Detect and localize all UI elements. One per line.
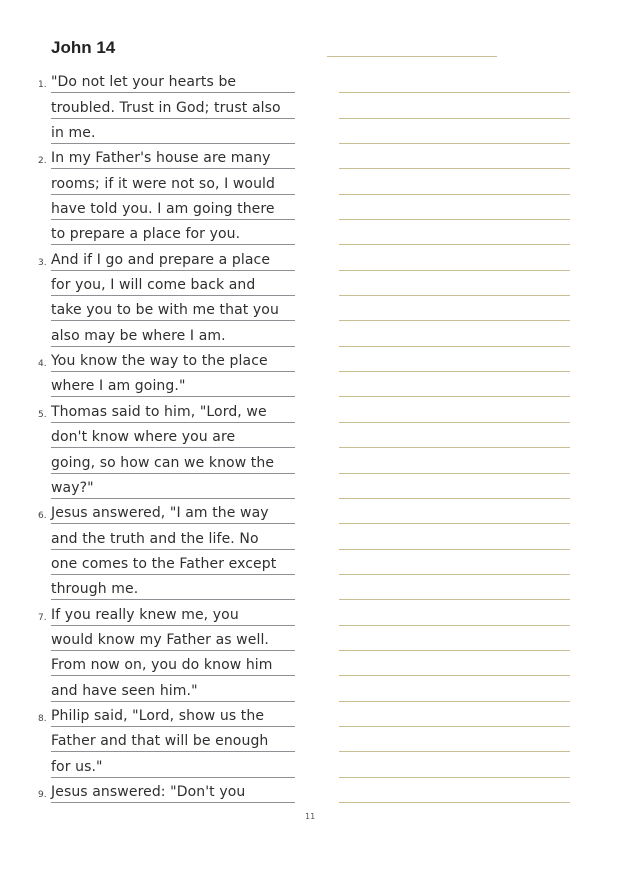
writing-line	[339, 271, 570, 296]
verse-text: Jesus answered, "I am the way	[51, 503, 295, 524]
verse-text: Philip said, "Lord, show us the	[51, 706, 295, 727]
verse-text: through me.	[51, 579, 295, 600]
verse-number: 6.	[38, 511, 47, 522]
writing-line	[339, 778, 570, 803]
writing-line	[339, 220, 570, 245]
verse-text: for us."	[51, 757, 295, 778]
verse-line	[0, 296, 310, 321]
verse-text: don't know where you are	[51, 427, 295, 448]
writing-line	[339, 474, 570, 499]
verse-line	[0, 68, 310, 93]
verse-text: rooms; if it were not so, I would	[51, 174, 295, 195]
writing-line	[339, 321, 570, 346]
name-writing-line	[327, 56, 497, 57]
verse-text: In my Father's house are many	[51, 148, 295, 169]
verse-line	[0, 499, 310, 524]
writing-line	[339, 524, 570, 549]
verse-text: troubled. Trust in God; trust also	[51, 98, 295, 119]
page-number: 11	[305, 812, 316, 821]
verse-number: 4.	[38, 359, 47, 370]
verse-text-column	[0, 68, 310, 803]
verse-text: Jesus answered: "Don't you	[51, 782, 295, 803]
verse-text: where I am going."	[51, 376, 295, 397]
verse-line	[0, 702, 310, 727]
writing-line	[339, 651, 570, 676]
writing-line	[339, 448, 570, 473]
verse-number: 1.	[38, 80, 47, 91]
writing-line	[339, 499, 570, 524]
verse-line	[0, 347, 310, 372]
verse-line	[0, 423, 310, 448]
verse-line	[0, 550, 310, 575]
verse-line	[0, 524, 310, 549]
writing-lines-column	[339, 68, 570, 803]
verse-line	[0, 397, 310, 422]
verse-number: 8.	[38, 713, 47, 724]
verse-text: And if I go and prepare a place	[51, 250, 295, 271]
verse-number: 9.	[38, 789, 47, 800]
writing-line	[339, 702, 570, 727]
verse-line	[0, 727, 310, 752]
verse-line	[0, 626, 310, 651]
writing-line	[339, 752, 570, 777]
verse-number: 5.	[38, 409, 47, 420]
page-title: John 14	[51, 38, 116, 57]
verse-line	[0, 93, 310, 118]
verse-line	[0, 676, 310, 701]
verse-line	[0, 144, 310, 169]
verse-line	[0, 448, 310, 473]
verse-line	[0, 474, 310, 499]
verse-line	[0, 169, 310, 194]
writing-line	[339, 347, 570, 372]
writing-line	[339, 296, 570, 321]
verse-text: and the truth and the life. No	[51, 529, 295, 550]
verse-line	[0, 600, 310, 625]
verse-line	[0, 195, 310, 220]
writing-line	[339, 676, 570, 701]
verse-text: and have seen him."	[51, 681, 295, 702]
verse-text: also may be where I am.	[51, 326, 295, 347]
writing-line	[339, 169, 570, 194]
verse-line	[0, 220, 310, 245]
writing-line	[339, 372, 570, 397]
verse-line	[0, 321, 310, 346]
verse-text: to prepare a place for you.	[51, 224, 295, 245]
verse-line	[0, 245, 310, 270]
writing-line	[339, 245, 570, 270]
writing-line	[339, 93, 570, 118]
verse-line	[0, 651, 310, 676]
verse-text: If you really knew me, you	[51, 605, 295, 626]
verse-text: would know my Father as well.	[51, 630, 295, 651]
verse-text: in me.	[51, 123, 295, 144]
writing-line	[339, 195, 570, 220]
writing-line	[339, 550, 570, 575]
writing-line	[339, 626, 570, 651]
verse-line	[0, 752, 310, 777]
verse-text: way?"	[51, 478, 295, 499]
verse-text: for you, I will come back and	[51, 275, 295, 296]
writing-line	[339, 575, 570, 600]
verse-number: 3.	[38, 257, 47, 268]
writing-line	[339, 119, 570, 144]
verse-line	[0, 575, 310, 600]
verse-text: "Do not let your hearts be	[51, 72, 295, 93]
verse-line	[0, 119, 310, 144]
verse-line	[0, 778, 310, 803]
writing-line	[339, 144, 570, 169]
verse-text: going, so how can we know the	[51, 453, 295, 474]
verse-number: 7.	[38, 612, 47, 623]
writing-line	[339, 397, 570, 422]
verse-line	[0, 372, 310, 397]
writing-line	[339, 600, 570, 625]
writing-line	[339, 727, 570, 752]
verse-text: Thomas said to him, "Lord, we	[51, 402, 295, 423]
verse-text: one comes to the Father except	[51, 554, 295, 575]
verse-text: take you to be with me that you	[51, 300, 295, 321]
verse-text: From now on, you do know him	[51, 655, 295, 676]
writing-line	[339, 68, 570, 93]
verse-text: have told you. I am going there	[51, 199, 295, 220]
verse-text: You know the way to the place	[51, 351, 295, 372]
writing-line	[339, 423, 570, 448]
verse-text: Father and that will be enough	[51, 731, 295, 752]
verse-line	[0, 271, 310, 296]
verse-number: 2.	[38, 156, 47, 167]
